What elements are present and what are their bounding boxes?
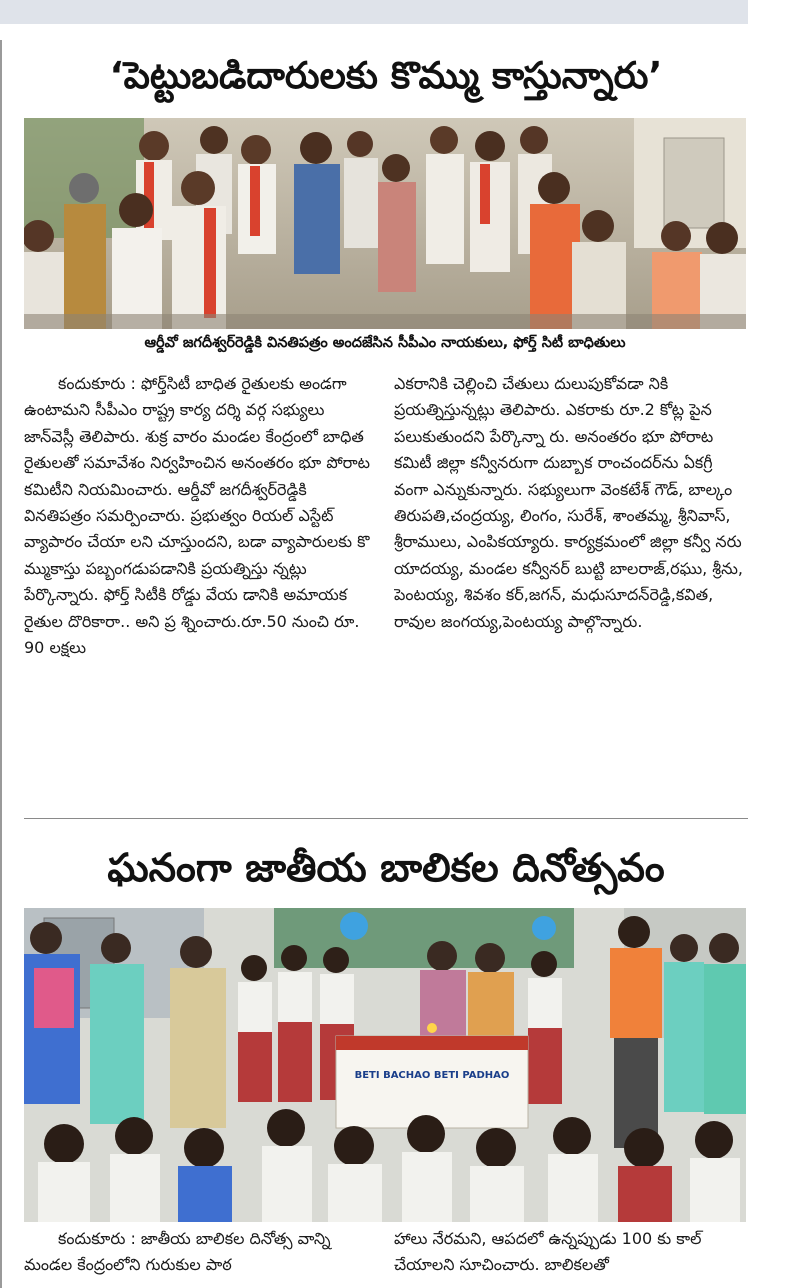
story2-headline: ఘనంగా జాతీయ బాలికల దినోత్సవం [107,846,665,891]
celebration-photo-illustration [24,908,746,1222]
story1-headline: ‘పెట్టుబడిదారులకు కొమ్ము కాస్తున్నారు’ [109,54,663,97]
story1-body-col2: ఎకరానికి చెల్లించి చేతులు దులుపుకోవడా నికి ప్రయత్నిస్తున్నట్లు తెలిపారు. ఎకరాకు రూ.2 కోట్ల పైన పలుకుతుందని పేర్కొన్నా రు. అనంతరం భూ పోరాట కమిటీ జిల్లా కన్వీనరుగా దుబ్బాక రాంచందర్‌ను ఏకగ్రీ వంగా ఎన్నుకున్నారు. సభ్యులుగా వెంకటేశ్ గౌడ్, బాల్కం తిరుపతి,చంద్రయ్య, లింగం, సురేశ్, శాంతమ్మ, శ్రీనివాస్, శ్రీరాములు, ఎంపికయ్యారు. కార్యక్రమంలో జిల్లా కన్వీ నరు యాదయ్య, మండల కన్వీనర్ బుట్టి బాలరాజ్,రఘు, శ్రీను, పెంటయ్య, శివశం కర్,జగన్, మధుసూదన్‌రెడ్డి,కవిత, రావుల జంగయ్య,పెంటయ్య పాల్గొన్నారు. [394,374,743,631]
story1-photo-caption: ఆర్డీవో జగదీశ్వర్‌రెడ్డికి వినతిపత్రం అందజేసిన సీపీఎం నాయకులు, ఫోర్త్ సిటీ బాధితులు [144,335,626,351]
story2-body-col1: కందుకూరు : జాతీయ బాలికల దినోత్స వాన్ని మండల కేంద్రంలోని గురుకుల పాఠ [24,1229,331,1275]
story1-photo [24,118,746,329]
banner-text: BETI BACHAO BETI PADHAO [354,1070,510,1081]
story2-photo [24,908,746,1222]
story1-body-col1: కందుకూరు : ఫోర్త్‌సిటీ బాధిత రైతులకు అండగా ఉంటామని సీపీఎం రాష్ట్ర కార్య దర్శి వర్గ సభ్యులు జాన్‌వెస్లీ తెలిపారు. శుక్ర వారం మండల కేంద్రంలో బాధిత రైతులతో సమావేశం నిర్వహించిన అనంతరం భూ పోరాట కమిటీని నియమించారు. ఆర్డీవో జగదీశ్వర్‌రెడ్డికి వినతిపత్రం సమర్పించారు. ప్రభుత్వం రియల్ ఎస్టేట్ వ్యాపారం చేయా లని చూస్తుందని, బడా వ్యాపారులకు కొ మ్ముకాస్తు పబ్బంగడుపడానికి ప్రయత్నిస్తు న్నట్లు పేర్కొన్నారు. ఫోర్త్ సిటీకి రోడ్డు వేయ డానికి అమాయక రైతుల దొరికారా.. అని ప్ర శ్నించారు.రూ.50 నుంచి రూ. 90 లక్షలు [24,374,370,658]
story2-body-col2: హాలు నేరమని, ఆపదలో ఉన్నప్పుడు 100 కు కాల్ చేయాలని సూచించారు. బాలికలతో [394,1229,702,1275]
top-bar [0,0,748,24]
story-divider [24,818,748,819]
group-photo-illustration [24,118,746,329]
left-rule [0,40,2,1288]
